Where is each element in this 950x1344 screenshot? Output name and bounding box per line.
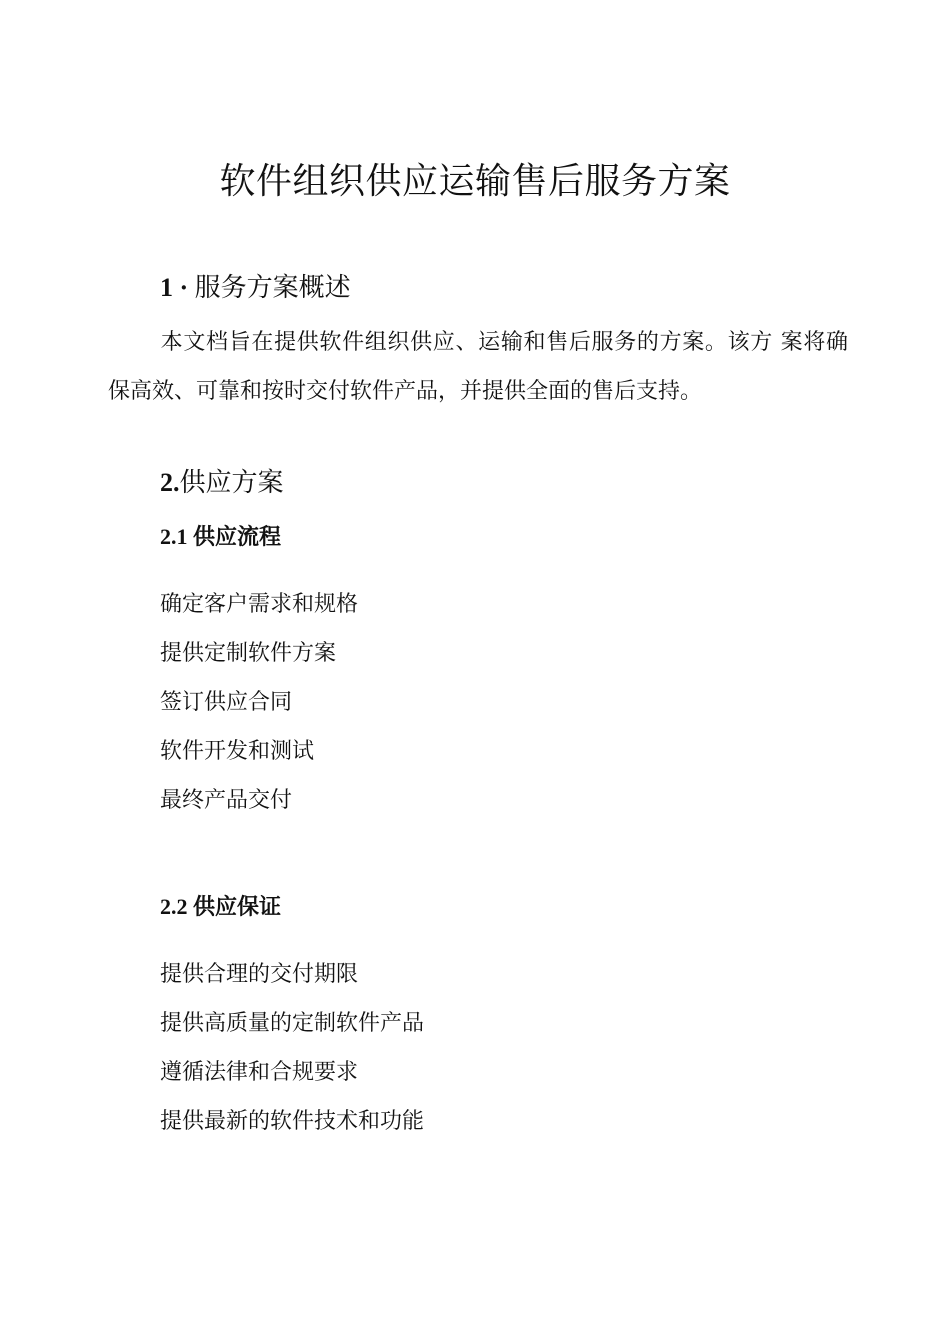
- list-item: 提供定制软件方案: [160, 641, 337, 666]
- list-item: 确定客户需求和规格: [160, 592, 359, 617]
- subsection-2-1-title: 供应流程: [193, 525, 282, 550]
- list-item: 提供高质量的定制软件产品: [160, 1011, 425, 1036]
- supply-process-list: [160, 580, 358, 825]
- section-2-title: 供应方案: [179, 468, 284, 498]
- section-1-paragraph-text: 本文档旨在提供软件组织供应、运输和售后服务的方案。该方 案将确保高效、可靠和按时交付软件产品，并提供全面的售后支持。: [108, 330, 848, 404]
- section-2-number: 2.: [160, 468, 180, 497]
- list-item: 遵循法律和合规要求: [160, 1060, 359, 1085]
- subsection-2-2-number: 2.2: [160, 894, 193, 919]
- subsection-2-1-number: 2.1: [160, 524, 193, 549]
- list-item: 签订供应合同: [160, 690, 293, 715]
- list-item: 最终产品交付: [160, 788, 293, 813]
- section-2-heading: [160, 465, 284, 501]
- document-title: 软件组织供应运输售后服务方案: [219, 161, 731, 202]
- list-item: 软件开发和测试: [160, 739, 315, 764]
- section-1-heading: [160, 270, 351, 306]
- subsection-2-2-title: 供应保证: [193, 895, 282, 920]
- subsection-2-2-heading: [160, 892, 281, 923]
- subsection-2-1-heading: [160, 522, 281, 553]
- section-1-number: 1 ·: [160, 273, 195, 302]
- list-item: 提供最新的软件技术和功能: [160, 1109, 425, 1134]
- section-1-paragraph: [108, 318, 848, 416]
- section-1-title: 服务方案概述: [194, 273, 351, 303]
- supply-guarantee-list: [160, 950, 424, 1146]
- list-item: 提供合理的交付期限: [160, 962, 359, 987]
